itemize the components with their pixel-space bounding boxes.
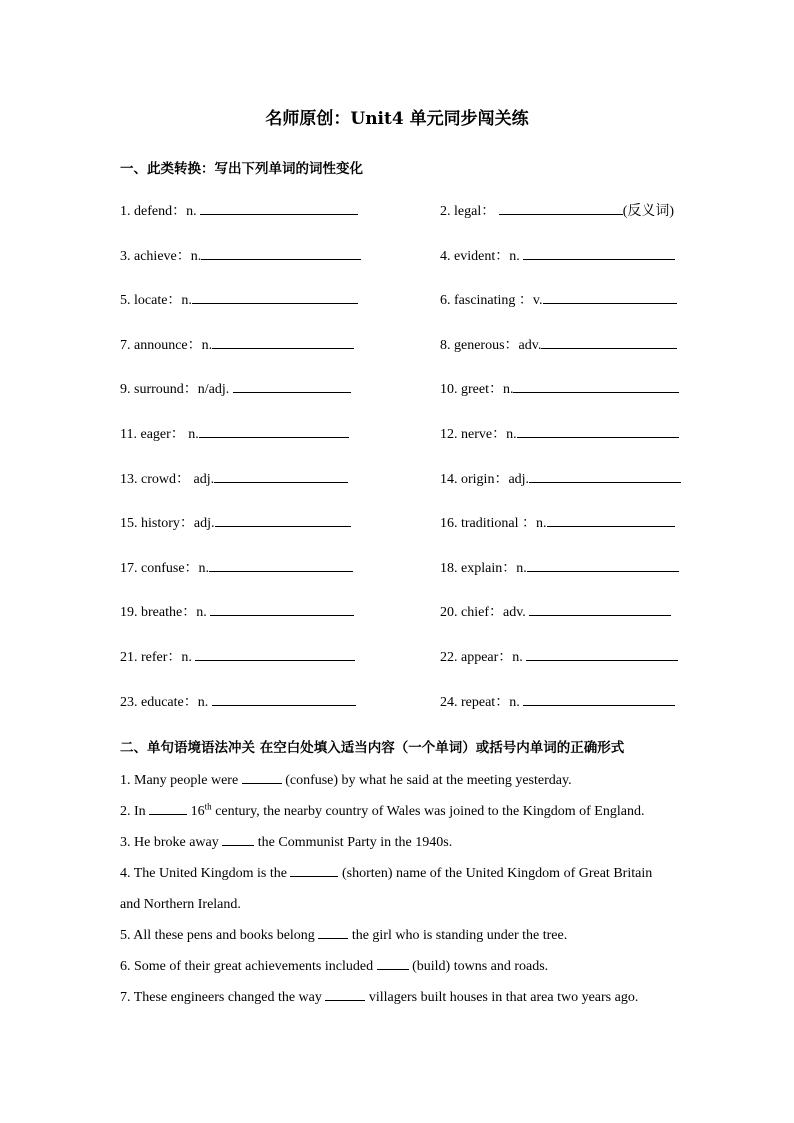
item-11 bbox=[120, 423, 440, 468]
answer-blank[interactable] bbox=[199, 423, 349, 438]
item-5 bbox=[120, 289, 440, 334]
item-15 bbox=[120, 512, 440, 557]
answer-blank[interactable] bbox=[523, 691, 675, 706]
section-1-heading: 一、此类转换：写出下列单词的词性变化 bbox=[120, 161, 363, 177]
item-17 bbox=[120, 557, 440, 602]
item-19 bbox=[120, 601, 440, 646]
answer-blank[interactable] bbox=[517, 423, 679, 438]
item-label: 8. generous：adv. bbox=[440, 337, 542, 353]
item-label: 21. refer：n. bbox=[120, 649, 192, 665]
sentence-text: the Communist Party in the 1940s. bbox=[254, 835, 453, 850]
answer-blank[interactable] bbox=[377, 955, 409, 970]
grid-row bbox=[120, 646, 700, 691]
item-9 bbox=[120, 378, 440, 423]
answer-blank[interactable] bbox=[527, 557, 679, 572]
answer-blank[interactable] bbox=[212, 334, 354, 349]
grid-row bbox=[120, 557, 700, 602]
item-7 bbox=[120, 334, 440, 379]
answer-blank[interactable] bbox=[210, 601, 354, 616]
answer-blank[interactable] bbox=[513, 378, 679, 393]
answer-blank[interactable] bbox=[201, 245, 361, 260]
sentence-text: 2. In bbox=[120, 804, 150, 819]
answer-blank[interactable] bbox=[529, 601, 671, 616]
sentence-text: 3. He broke away bbox=[120, 835, 223, 850]
answer-blank[interactable] bbox=[318, 924, 348, 939]
item-label: 15. history：adj. bbox=[120, 516, 215, 532]
grammar-sentences bbox=[120, 765, 720, 1013]
item-label: 11. eager： n. bbox=[120, 426, 199, 442]
item-label: 5. locate：n. bbox=[120, 293, 192, 309]
sentence-text: villagers built houses in that area two years ago. bbox=[365, 990, 639, 1005]
item-3 bbox=[120, 245, 440, 290]
item-label: 14. origin：adj. bbox=[440, 471, 530, 487]
answer-blank[interactable] bbox=[149, 800, 187, 815]
answer-blank[interactable] bbox=[242, 769, 282, 784]
answer-blank[interactable] bbox=[212, 691, 356, 706]
grid-row bbox=[120, 512, 700, 557]
item-8 bbox=[440, 334, 700, 379]
item-label: 1. defend：n. bbox=[120, 204, 197, 219]
sentence-text: (build) towns and roads. bbox=[408, 959, 549, 974]
item-14 bbox=[440, 468, 700, 513]
page-title: 名师原创：Unit4 单元同步闯关练 bbox=[265, 109, 529, 129]
item-13 bbox=[120, 468, 440, 513]
item-21 bbox=[120, 646, 440, 691]
item-label: 9. surround：n/adj. bbox=[120, 382, 230, 398]
item-2 bbox=[440, 200, 700, 245]
answer-blank[interactable] bbox=[543, 289, 677, 304]
answer-blank[interactable] bbox=[192, 289, 358, 304]
item-6 bbox=[440, 289, 700, 334]
grid-row bbox=[120, 423, 700, 468]
ordinal-suffix: th bbox=[204, 801, 212, 812]
item-suffix: (反义词) bbox=[622, 204, 675, 219]
sentence-text: 4. The United Kingdom is the bbox=[120, 866, 291, 881]
item-24 bbox=[440, 691, 700, 736]
item-4 bbox=[440, 245, 700, 290]
item-label: 18. explain：n. bbox=[440, 560, 527, 576]
item-1 bbox=[120, 200, 440, 245]
sentence-text: the girl who is standing under the tree. bbox=[348, 928, 568, 943]
answer-blank[interactable] bbox=[499, 200, 623, 215]
answer-blank[interactable] bbox=[209, 557, 353, 572]
sentence-2 bbox=[120, 796, 720, 827]
item-18 bbox=[440, 557, 700, 602]
answer-blank[interactable] bbox=[290, 862, 338, 877]
item-label: 12. nerve：n. bbox=[440, 426, 517, 442]
item-label: 20. chief：adv. bbox=[440, 605, 526, 621]
item-label: 3. achieve：n. bbox=[120, 248, 202, 264]
sentence-4 bbox=[120, 858, 720, 889]
answer-blank[interactable] bbox=[547, 512, 675, 527]
item-label: 24. repeat：n. bbox=[440, 694, 520, 710]
item-label: 6. fascinating ：v. bbox=[440, 293, 543, 309]
grid-row bbox=[120, 245, 700, 290]
item-label: 7. announce：n. bbox=[120, 337, 213, 353]
sentence-6 bbox=[120, 951, 720, 982]
sentence-text: and Northern Ireland. bbox=[120, 897, 241, 912]
sentence-text: 7. These engineers changed the way bbox=[120, 990, 326, 1005]
item-12 bbox=[440, 423, 700, 468]
item-label: 23. educate：n. bbox=[120, 694, 209, 710]
item-label: 13. crowd： adj. bbox=[120, 471, 215, 487]
section-2-heading: 二、单句语境语法冲关 在空白处填入适当内容（一个单词）或括号内单词的正确形式 bbox=[120, 740, 625, 756]
item-label: 19. breathe：n. bbox=[120, 605, 207, 621]
answer-blank[interactable] bbox=[529, 468, 681, 483]
grid-row bbox=[120, 200, 700, 245]
answer-blank[interactable] bbox=[200, 200, 358, 215]
item-label: 10. greet：n. bbox=[440, 382, 514, 398]
grid-row bbox=[120, 468, 700, 513]
answer-blank[interactable] bbox=[523, 245, 675, 260]
answer-blank[interactable] bbox=[222, 831, 254, 846]
sentence-1 bbox=[120, 765, 720, 796]
answer-blank[interactable] bbox=[215, 512, 351, 527]
sentence-text: (shorten) name of the United Kingdom of Great Britain bbox=[338, 866, 653, 881]
sentence-text: (confuse) by what he said at the meeting yesterday. bbox=[281, 773, 572, 788]
sentence-text: 5. All these pens and books belong bbox=[120, 928, 319, 943]
grid-row bbox=[120, 334, 700, 379]
answer-blank[interactable] bbox=[233, 378, 351, 393]
sentence-4-continued bbox=[120, 889, 720, 920]
item-10 bbox=[440, 378, 700, 423]
sentence-text: 6. Some of their great achievements included bbox=[120, 959, 377, 974]
item-23 bbox=[120, 691, 440, 736]
item-label: 2. legal： bbox=[440, 204, 496, 219]
answer-blank[interactable] bbox=[214, 468, 348, 483]
item-label: 17. confuse：n. bbox=[120, 560, 210, 576]
answer-blank[interactable] bbox=[195, 646, 355, 661]
item-label: 4. evident：n. bbox=[440, 248, 520, 264]
sentence-text: century, the nearby country of Wales was joined to the Kingdom of England. bbox=[211, 804, 645, 819]
sentence-text: 1. Many people were bbox=[120, 773, 242, 788]
item-16 bbox=[440, 512, 700, 557]
sentence-7 bbox=[120, 982, 720, 1013]
item-label: 16. traditional ：n. bbox=[440, 516, 547, 532]
answer-blank[interactable] bbox=[526, 646, 678, 661]
answer-blank[interactable] bbox=[541, 334, 677, 349]
sentence-text: 16 bbox=[187, 804, 205, 819]
sentence-5 bbox=[120, 920, 720, 951]
item-20 bbox=[440, 601, 700, 646]
answer-blank[interactable] bbox=[325, 986, 365, 1001]
grid-row bbox=[120, 601, 700, 646]
item-label: 22. appear：n. bbox=[440, 649, 523, 665]
item-22 bbox=[440, 646, 700, 691]
grid-row bbox=[120, 691, 700, 736]
grid-row bbox=[120, 378, 700, 423]
grid-row bbox=[120, 289, 700, 334]
sentence-3 bbox=[120, 827, 720, 858]
word-form-grid bbox=[120, 200, 700, 735]
